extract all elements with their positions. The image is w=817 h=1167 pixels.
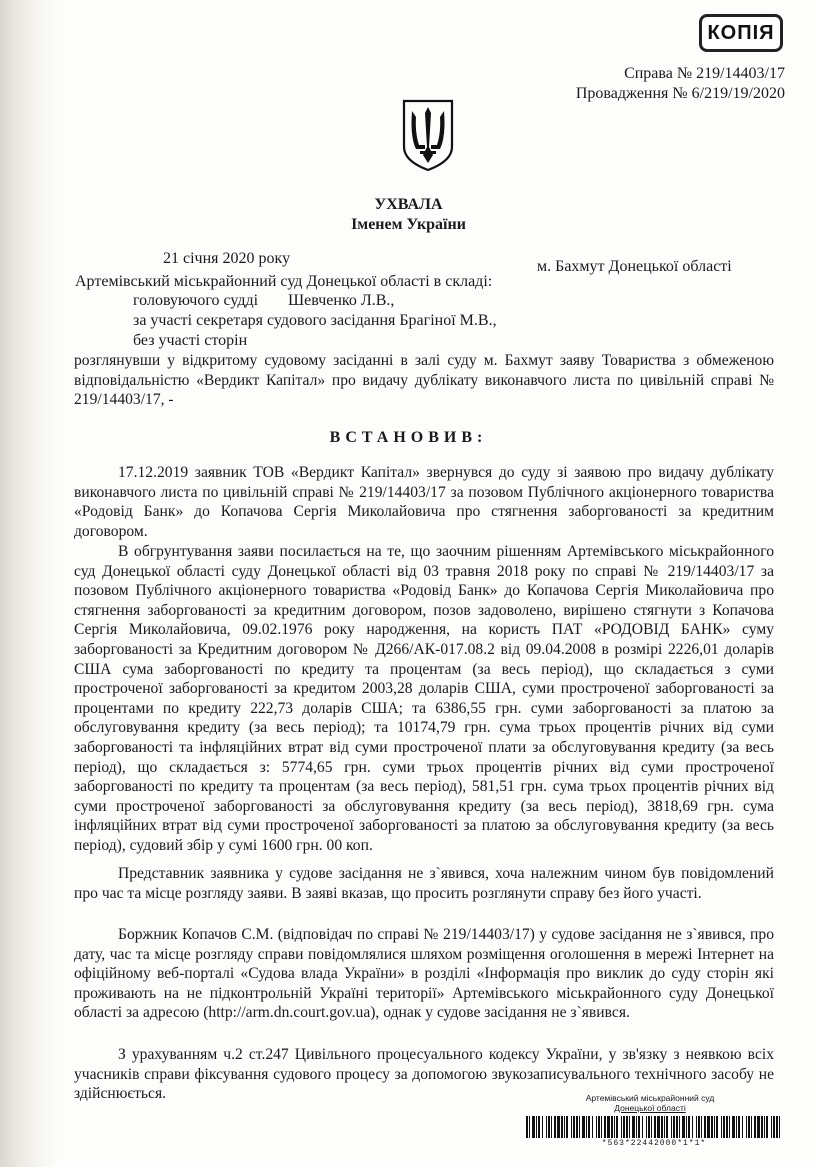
footer-court-name	[565, 1093, 735, 1113]
court-composition: Артемівський міськрайонний суд Донецької області в складі:	[75, 273, 493, 290]
case-number-block	[576, 64, 785, 104]
footer-court-line2: Донецької області	[614, 1103, 686, 1113]
paragraph-application: 17.12.2019 заявник ТОВ «Вердикт Капітал» звернувся до суду зі заявою про видачу дублікату виконавчого листа по цивільній справі № 219/14403/17 за позовом Публічного акціонерного товариства «Родовід Банк» до Копачова Сергія Миколайовича про стягнення заборгованості за кредитним договором.	[74, 464, 774, 540]
judge-label: головуючого судді	[133, 292, 259, 309]
proceeding-number: Провадження № 6/219/19/2020	[575, 85, 785, 102]
barcode-number: *563*22442000*1*1*	[601, 1139, 707, 1148]
established-heading: ВСТАНОВИВ:	[329, 429, 488, 446]
secretary-line: за участі секретаря судового засідання Брагіної М.В.,	[133, 312, 497, 329]
decision-date: 21 січня 2020 року	[163, 250, 291, 267]
document-title: УХВАЛА	[374, 196, 443, 213]
parties-line: без участі сторін	[133, 332, 248, 349]
document-subtitle: Іменем України	[351, 216, 466, 233]
paragraph-no-recording: З урахуванням ч.2 ст.247 Цивільного процесуального кодексу України, у зв'язку з неявкою всіх учасників справи фіксування судового процесу за допомогою звукозаписувального технічного засобу не здійснюється.	[74, 1046, 774, 1103]
paragraph-debtor-absence: Боржник Копачов С.М. (відповідач по справі № 219/14403/17) у судове засідання не з`явився, про дату, час та місце розгляду справи повідомлялися шляхом розміщення оголошення в мережі Інтернет на офіційному веб-порталі «Судова влада України» в розділі «Інформація про виклик до суду сторін які проживають на не підконтрольній Україні території» Артемівського міськрайонного суду Донецької області за адресою (http://arm.dn.court.gov.ua), однак у судове засідання не з`явився.	[74, 926, 774, 1022]
intro-paragraph: розглянувши у відкритому судовому засіданні в залі суду м. Бахмут заяву Товариства з обмеженою відповідальністю «Вердикт Капітал» про видачу дублікату виконавчого листа по цивільній справі № 219/14403/17, -	[74, 352, 774, 409]
scan-page-edge	[0, 0, 60, 1167]
copy-stamp: КОПІЯ	[699, 14, 783, 52]
judge-name: Шевченко Л.В.,	[288, 292, 395, 309]
footer-court-line1: Артемівський міськрайонний суд	[585, 1093, 715, 1103]
trident-emblem-icon	[398, 97, 458, 173]
decision-city: м. Бахмут Донецької області	[537, 258, 732, 275]
paragraph-grounds: В обгрунтування заяви посилається на те, що заочним рішенням Артемівського міськрайонного суд Донецької області суду Донецької області від 03 травня 2018 року по справі № 219/14403/17 за позовом Публічного акціонерного товариства «Родовід Банк» до Копачова Сергія Миколайовича про стягнення заборгованості за кредитним договором, позов задоволено, вирішено стягнути з Копачова Сергія Миколайовича, 09.02.1976 року народження, на користь ПАТ «РОДОВІД БАНК» суму заборгованості за Кредитним договором № Д266/АК-017.08.2 від 09.04.2008 в розмірі 2226,01 доларів США сума заборгованості по кредиту та процентам (за весь період), що складається з суми простроченої заборгованості за кредитом 2003,28 доларів США, суми простроченої заборгованості за процентами по кредиту 222,73 доларів США; та 6386,55 грн. суми заборгованості за платою за обслуговування кредиту (за весь період); та 10174,79 грн. сума трьох процентів річних від суми заборгованості та інфляційних втрат від суми простроченої плати за обслуговування кредиту (за весь період), що складається з: 5774,65 грн. суми трьох процентів річних від суми простроченої заборгованості по кредиту та процентам (за весь період), 581,51 грн. сума трьох процентів річних від суми простроченої заборгованості за обслуговування кредиту (за весь період), 3818,69 грн. сума інфляційних втрат від суми простроченої заборгованості за платою за обслуговування кредиту (за весь період), судовий збір у сумі 1600 грн. 00 коп.	[74, 543, 774, 854]
case-number: Справа № 219/14403/17	[624, 65, 785, 82]
barcode	[526, 1116, 782, 1138]
paragraph-applicant-absence: Представник заявника у судове засідання не з`явився, хоча належним чином був повідомлений про час та місце розгляду заяви. В заяві вказав, що просить розглянути справу без його участі.	[74, 865, 774, 902]
